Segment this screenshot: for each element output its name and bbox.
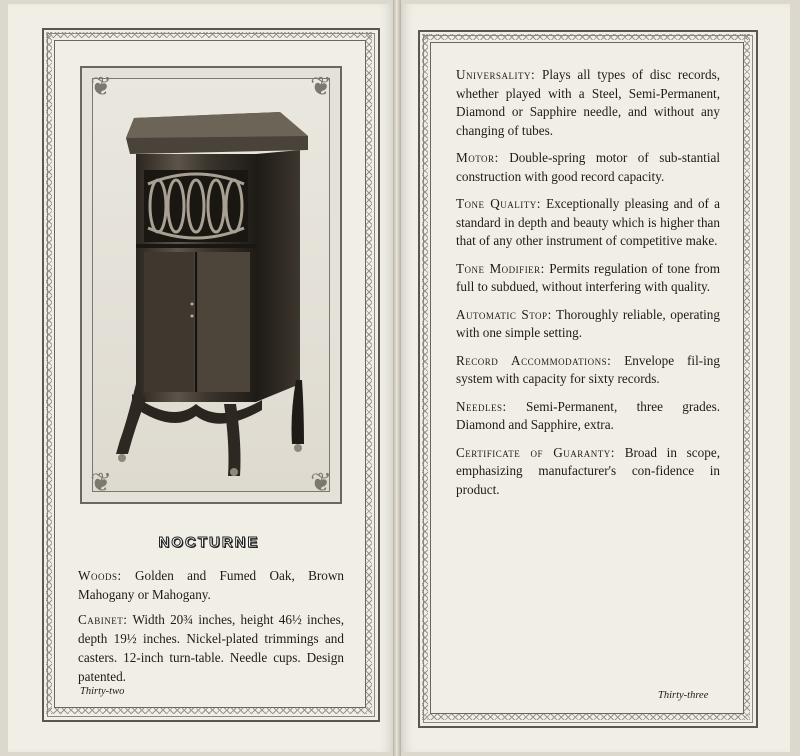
woods-label: Woods:: [78, 568, 122, 583]
feature-label: Needles:: [456, 398, 507, 414]
cabinet-text: Width 20¾ inches, height 46½ inches, depth 19½ inches. Nickel-plated trimmings and casters. 12-inch turn-table. Needle cups. Design patented.: [78, 612, 344, 684]
feature-item: [456, 398, 720, 435]
feature-text: Double-spring motor of sub-stantial construction with good record capacity.: [456, 150, 721, 184]
feature-text: Broad in scope, emphasizing manufacturer's con-fidence in product.: [456, 444, 720, 497]
feature-label: Tone Modifier:: [456, 260, 545, 276]
feature-item: [456, 195, 720, 251]
phonograph-cabinet-icon: [112, 104, 312, 476]
features-list: [456, 66, 720, 508]
model-title: NOCTURNE: [158, 534, 260, 551]
page-number-right: Thirty-three: [658, 690, 709, 701]
feature-text: Thoroughly reliable, operating with one simple setting.: [456, 306, 720, 340]
corner-ornament-icon: ❦: [310, 468, 332, 497]
feature-label: Motor:: [456, 150, 499, 165]
feature-text: Exceptionally pleasing and of a standard in depth and beauty which is higher than that of any other instrument of competitive make.: [456, 196, 720, 248]
feature-item: [456, 352, 720, 389]
feature-text: Plays all types of disc records, whether played with a Steel, Semi-Permanent, Diamond or Sapphire needle, and without any changing of tubes.: [456, 67, 720, 138]
cabinet-photo-frame: [80, 66, 342, 504]
woods-text: Golden and Fumed Oak, Brown Mahogany or Mahogany.: [78, 568, 344, 602]
feature-item: [456, 444, 720, 500]
feature-item: [456, 66, 720, 140]
feature-label: Record Accommodations:: [456, 352, 612, 368]
book-spine: [393, 0, 401, 756]
feature-item: [456, 306, 720, 343]
corner-ornament-icon: ❦: [310, 72, 332, 101]
feature-text: Semi-Permanent, three grades. Diamond and Sapphire, extra.: [456, 398, 721, 432]
feature-item: [456, 260, 720, 297]
feature-label: Automatic Stop:: [456, 306, 552, 322]
feature-text: Permits regulation of tone from full to subdued, without interfering with quality.: [456, 260, 721, 294]
feature-label: Certificate of Guaranty:: [456, 444, 615, 460]
feature-text: Envelope fil-ing system with capacity for sixty records.: [456, 352, 720, 386]
woods-paragraph: [78, 566, 344, 604]
corner-ornament-icon: ❦: [90, 72, 112, 101]
feature-item: [456, 149, 720, 186]
corner-ornament-icon: ❦: [90, 468, 112, 497]
cabinet-paragraph: [78, 610, 344, 686]
feature-label: Tone Quality:: [456, 196, 541, 211]
feature-label: Universality:: [456, 67, 536, 82]
page-number-left: Thirty-two: [80, 686, 125, 697]
cabinet-label: Cabinet:: [78, 612, 128, 627]
